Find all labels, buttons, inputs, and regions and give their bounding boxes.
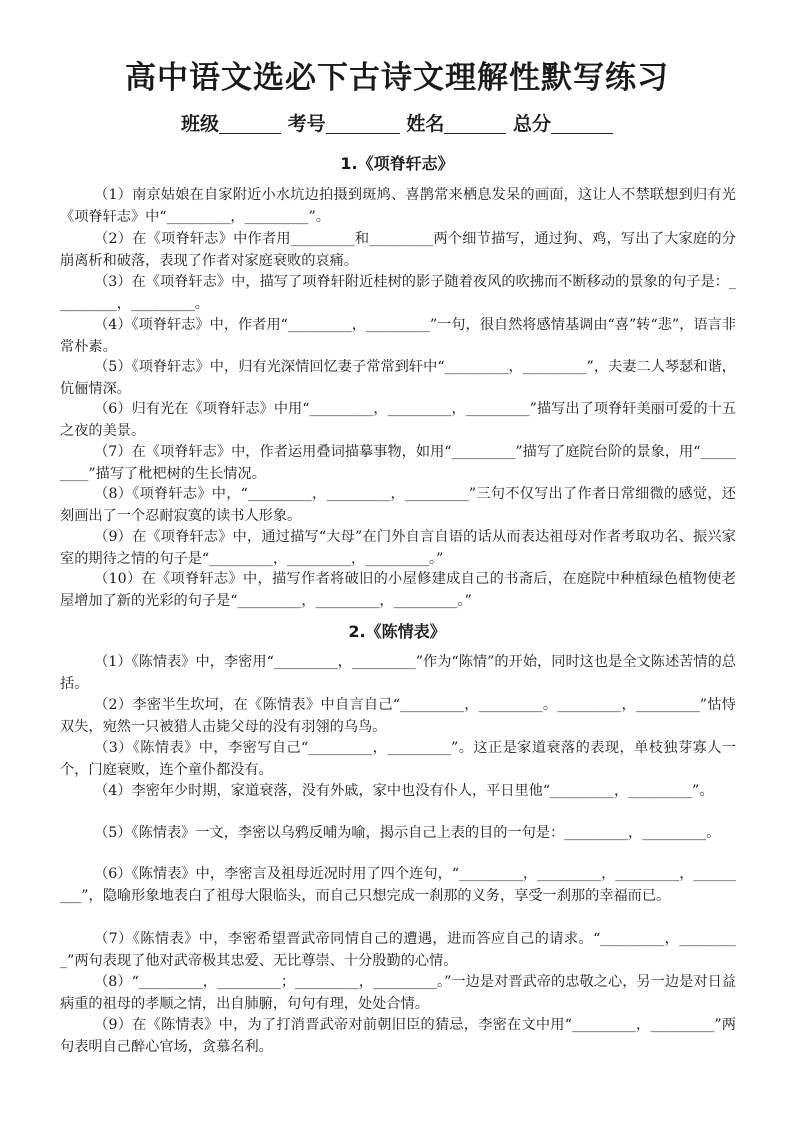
student-info-line [0,110,794,138]
question-item: （1）南京姑娘在自家附近小水坑边拍摄到斑鸠、喜鹊常来栖息发呆的画面，这让人不禁联想到归有光《项脊轩志》中“_________，_________”。 [60,187,736,225]
question-item: （2）在《项脊轩志》中作者用_________和_________两个细节描写，通过狗、鸡，写出了大家庭的分崩离析和破落，表现了作者对家庭衰败的哀痛。 [60,231,736,269]
name-label: 姓名 [406,113,445,135]
question-item: （3）在《项脊轩志》中，描写了项脊轩附近桂树的影子随着夜风的吹拂而不断移动的景象的句子是：_________，_________。 [60,274,736,312]
question-item: （1）《陈情表》中，李密用“_________，_________”作为“陈情”的开始，同时这也是全文陈述苦情的总括。 [60,654,736,692]
question-item: （8）《项脊轩志》中，“_________，_________，_________”三句不仅写出了作者日常细微的感觉，还刻画出了一个忍耐寂寞的读书人形象。 [60,486,736,524]
score-blank [551,113,613,134]
question-item: （8）“_________，_________；_________，_________。”一边是对晋武帝的忠敬之心，另一边是对日益病重的祖母的孝顺之情，出自肺腑，句句有理，处处合情。 [60,974,736,1012]
question-item: （4）《项脊轩志》中，作者用“_________，_________”一句，很自然将感情基调由“喜”转“悲”，语言非常朴素。 [60,317,736,355]
name-blank [444,113,506,134]
question-item: （6）《陈情表》中，李密言及祖母近况时用了四个连句，“_________，_________，_________，_________”，隐喻形象地表白了祖母大限临头，而自己只想完成一刹那的义务，享受一刹那的幸福而已。 [60,866,736,904]
exam-number-blank [326,113,400,134]
question-item: （6）归有光在《项脊轩志》中用“_________，_________，_________”描写出了项脊轩美丽可爱的十五之夜的美景。 [60,401,736,439]
question-item: （4）李密年少时期，家道衰落，没有外戚，家中也没有仆人，平日里他“_________，_________”。 [94,783,714,799]
question-item: （7）在《项脊轩志》中，作者运用叠词描摹事物，如用“_________”描写了庭院台阶的景象，用“_________”描写了枇杷树的生长情况。 [60,444,736,482]
class-blank [219,113,281,134]
question-item: （9）在《陈情表》中，为了打消晋武帝对前朝旧臣的猜忌，李密在文中用“_________，_________”两句表明自己醉心官场，贪慕名利。 [60,1017,736,1055]
score-label: 总分 [512,113,551,135]
section-heading: 2.《陈情表》 [348,622,446,641]
question-item: （2）李密半生坎坷，在《陈情表》中自言自己“_________，_________。_________，_________”怙恃双失，宛然一只被猎人击毙父母的没有羽翎的乌鸟。 [60,697,736,735]
question-item: （10）在《项脊轩志》中，描写作者将破旧的小屋修建成自己的书斋后，在庭院中种植绿色植物使老屋增加了新的光彩的句子是“_________，_________，_________。” [60,571,736,609]
question-item: （5）《项脊轩志》中，归有光深情回忆妻子常常到轩中“_________，_________”，夫妻二人琴瑟和谐，伉俪情深。 [60,359,736,397]
class-label: 班级 [181,113,220,135]
question-item: （3）《陈情表》中，李密写自己“_________，_________”。这正是家道衰落的表现，单枝独芽寡人一个，门庭衰败，连个童仆都没有。 [60,740,736,778]
section-heading: 1.《项脊轩志》 [340,154,454,173]
question-item: （5）《陈情表》一文，李密以乌鸦反哺为喻，揭示自己上表的目的一句是：_________，_________。 [94,825,721,841]
question-item: （7）《陈情表》中，李密希望晋武帝同情自己的遭遇，进而答应自己的请求。“_________，_________”两句表现了他对武帝极其忠爱、无比尊崇、十分殷勤的心情。 [60,931,736,969]
exam-number-label: 考号 [287,113,326,135]
page-title: 高中语文选必下古诗文理解性默写练习 [125,60,669,96]
question-item: （9）在《项脊轩志》中，通过描写“大母”在门外自言自语的话从而表达祖母对作者考取功名、振兴家室的期待之情的句子是“_________，_________，_________。” [60,529,736,567]
